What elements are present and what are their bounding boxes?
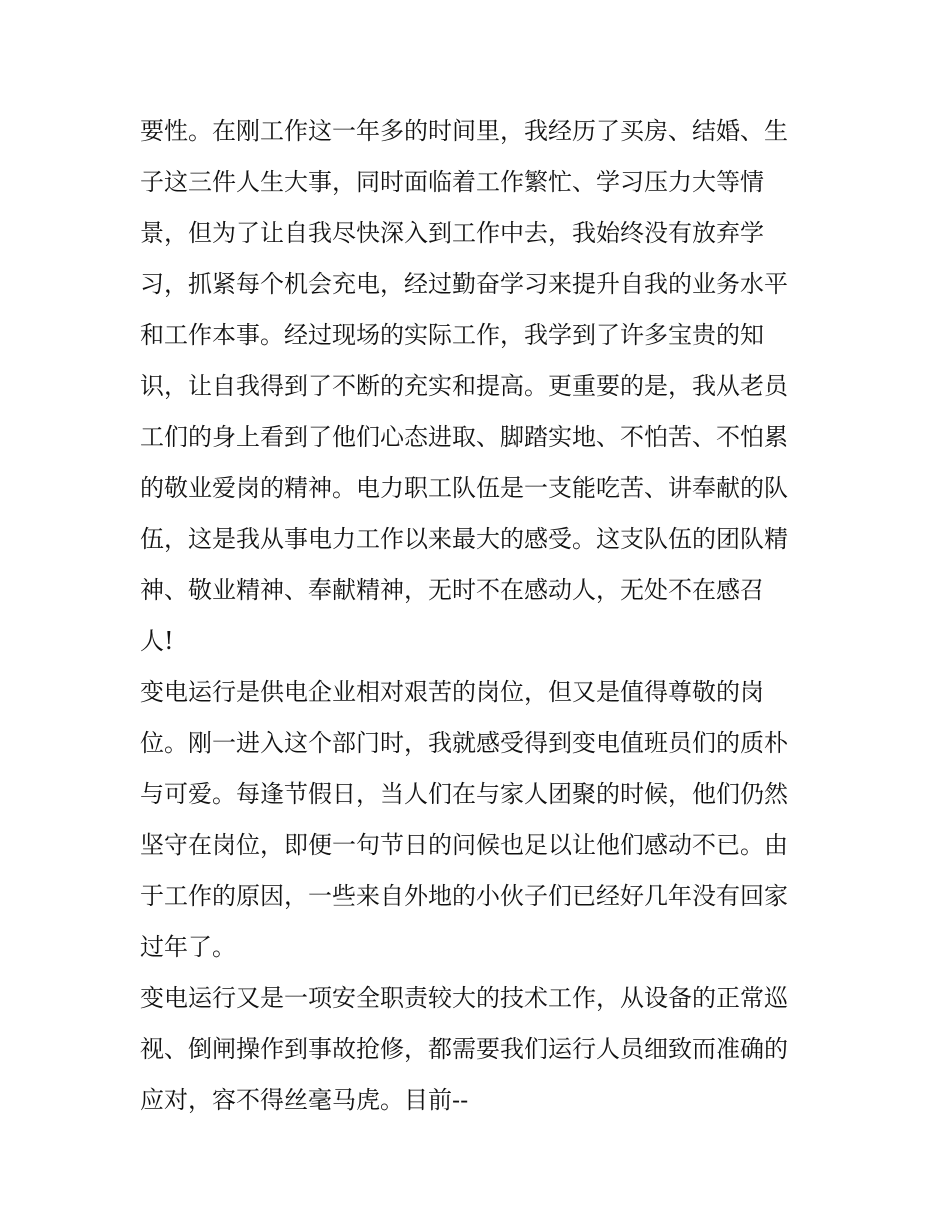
text-line: 和工作本事。经过现场的实际工作，我学到了许多宝贵的知: [140, 321, 764, 349]
text-line: 视、倒闸操作到事故抢修，都需要我们运行人员细致而准确的: [140, 1035, 788, 1063]
text-line: 应对，容不得丝毫马虎。目前--: [140, 1086, 469, 1114]
text-line: 于工作的原因，一些来自外地的小伙子们已经好几年没有回家: [140, 882, 788, 910]
text-line: 坚守在岗位，即便一句节日的问候也足以让他们感动不已。由: [140, 831, 788, 859]
document-body: [140, 106, 820, 1126]
text-line: 人!: [140, 627, 174, 655]
text-line: 伍，这是我从事电力工作以来最大的感受。这支队伍的团队精: [140, 525, 788, 553]
text-line: 工们的身上看到了他们心态进取、脚踏实地、不怕苦、不怕累: [140, 423, 788, 451]
text-line: 过年了。: [140, 933, 236, 961]
text-line: 神、敬业精神、奉献精神，无时不在感动人，无处不在感召: [140, 576, 764, 604]
text-line: 识，让自我得到了不断的充实和提高。更重要的是，我从老员: [140, 372, 788, 400]
text-line: 位。刚一进入这个部门时，我就感受得到变电值班员们的质朴: [140, 729, 788, 757]
text-line: 子这三件人生大事，同时面临着工作繁忙、学习压力大等情: [140, 168, 764, 196]
text-line: 要性。在刚工作这一年多的时间里，我经历了买房、结婚、生: [140, 117, 788, 145]
text-line: 变电运行又是一项安全职责较大的技术工作，从设备的正常巡: [140, 984, 788, 1012]
text-line: 变电运行是供电企业相对艰苦的岗位，但又是值得尊敬的岗: [140, 678, 764, 706]
text-line: 习，抓紧每个机会充电，经过勤奋学习来提升自我的业务水平: [140, 270, 788, 298]
text-line: 与可爱。每逢节假日，当人们在与家人团聚的时候，他们仍然: [140, 780, 788, 808]
text-line: 的敬业爱岗的精神。电力职工队伍是一支能吃苦、讲奉献的队: [140, 474, 788, 502]
text-line: 景，但为了让自我尽快深入到工作中去，我始终没有放弃学: [140, 219, 764, 247]
